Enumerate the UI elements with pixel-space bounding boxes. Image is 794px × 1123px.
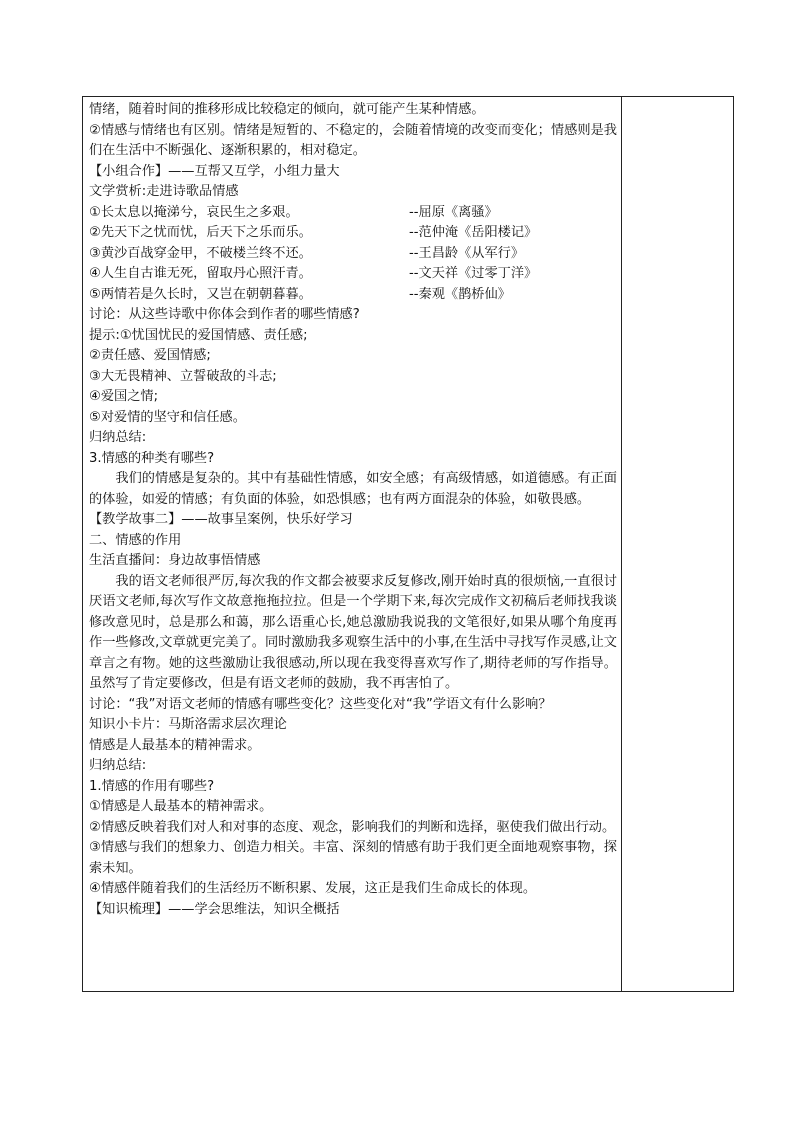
poem-text: ⑤两情若是久长时，又岂在朝朝暮暮。: [89, 286, 312, 302]
poem-row: [89, 203, 617, 224]
text-line: 归纳总结:: [89, 430, 147, 445]
text-paragraph: ③情感与我们的想象力、创造力相关。丰富、深刻的情感有助于我们更全面地观察事物，探索未知。: [89, 840, 617, 876]
text-paragraph: 我们的情感是复杂的。其中有基础性情感，如安全感；有高级情感，如道德感。有正面的体验，如爱的情感；有负面的体验，如恐惧感；也有两方面混杂的体验，如敬畏感。: [89, 471, 617, 507]
text-line: ①情感是人最基本的精神需求。: [89, 799, 273, 814]
text-line: 文学赏析:走进诗歌品情感: [89, 184, 239, 199]
text-line: 1.情感的作用有哪些?: [89, 778, 215, 794]
text-line: 3.情感的种类有哪些?: [89, 450, 215, 466]
story-paragraph: 我的语文老师很严厉,每次我的作文都会被要求反复修改,刚开始时真的很烦恼,一直很讨厌语文老师,每次写作文故意拖拖拉拉。但是一个学期下来,每次完成作文初稿后老师找我谈修改意见时，总是那么和蔼，那么语重心长,她总激励我说我的文笔很好,如果从哪个角度再作一些修改,文章就更完美了。同时激励我多观察生活中的小事,在生活中寻找写作灵感,让文章言之有物。她的这些激励让我很感动,所以现在我变得喜欢写作了,期待老师的写作指导。虽然写了肯定要修改，但是有语文老师的鼓励，我不再害怕了。: [89, 573, 617, 691]
text-line: 讨论：从这些诗歌中你体会到作者的哪些情感?: [89, 307, 360, 322]
text-line: ⑤对爱情的坚守和信任感。: [89, 409, 246, 425]
lesson-table: [82, 96, 734, 992]
section-heading: 【教学故事二】——故事呈案例，快乐好学习: [89, 512, 353, 527]
poem-source: --文天祥《过零丁洋》: [409, 266, 538, 281]
poem-row: [89, 285, 617, 306]
text-line: 情绪，随着时间的推移形成比较稳定的倾向，就可能产生某种情感。: [89, 102, 485, 117]
text-line: ③大无畏精神、立誓破敌的斗志;: [89, 368, 277, 384]
text-line: 生活直播间：身边故事悟情感: [89, 553, 261, 568]
poem-text: ③黄沙百战穿金甲，不破楼兰终不还。: [89, 245, 312, 261]
text-line: ④爱国之情;: [89, 389, 159, 404]
poem-text: ①长太息以掩涕兮，哀民生之多艰。: [89, 204, 299, 220]
section-heading: 【知识梳理】——学会思维法，知识全概括: [89, 901, 340, 917]
text-line: 二、情感的作用: [89, 532, 182, 548]
text-line: 讨论：“我”对语文老师的情感有哪些变化？这些变化对“我”学语文有什么影响？: [89, 696, 552, 712]
main-content-cell: [89, 100, 617, 920]
section-heading: 【小组合作】——互帮又互学，小组力量大: [89, 163, 340, 179]
poem-text: ②先天下之忧而忧，后天下之乐而乐。: [89, 225, 312, 240]
poem-row: [89, 223, 617, 244]
poem-source: --王昌龄《从军行》: [409, 245, 525, 261]
column-divider: [621, 97, 622, 991]
text-line: ④情感伴随着我们的生活经历不断积累、发展，这正是我们生命成长的体现。: [89, 881, 537, 896]
poem-source: --范仲淹《岳阳楼记》: [409, 225, 538, 240]
text-line: 情感是人最基本的精神需求。: [89, 737, 261, 753]
text-line: 提示:①忧国忧民的爱国情感、责任感;: [89, 327, 308, 343]
poem-row: [89, 244, 617, 265]
text-line: ②责任感、爱国情感;: [89, 348, 211, 363]
text-line: 知识小卡片：马斯洛需求层次理论: [89, 717, 287, 732]
text-paragraph: ②情感与情绪也有区别。情绪是短暂的、不稳定的，会随着情境的改变而变化；情感则是我们在生活中不断强化、逐渐积累的，相对稳定。: [89, 122, 617, 158]
poem-row: [89, 264, 617, 285]
poem-source: --秦观《鹊桥仙》: [409, 286, 511, 302]
poem-source: --屈原《离骚》: [409, 204, 498, 220]
text-line: 归纳总结:: [89, 758, 147, 773]
text-paragraph: ②情感反映着我们对人和对事的态度、观念，影响我们的判断和选择，驱使我们做出行动。: [89, 819, 616, 835]
poem-text: ④人生自古谁无死，留取丹心照汗青。: [89, 266, 312, 281]
